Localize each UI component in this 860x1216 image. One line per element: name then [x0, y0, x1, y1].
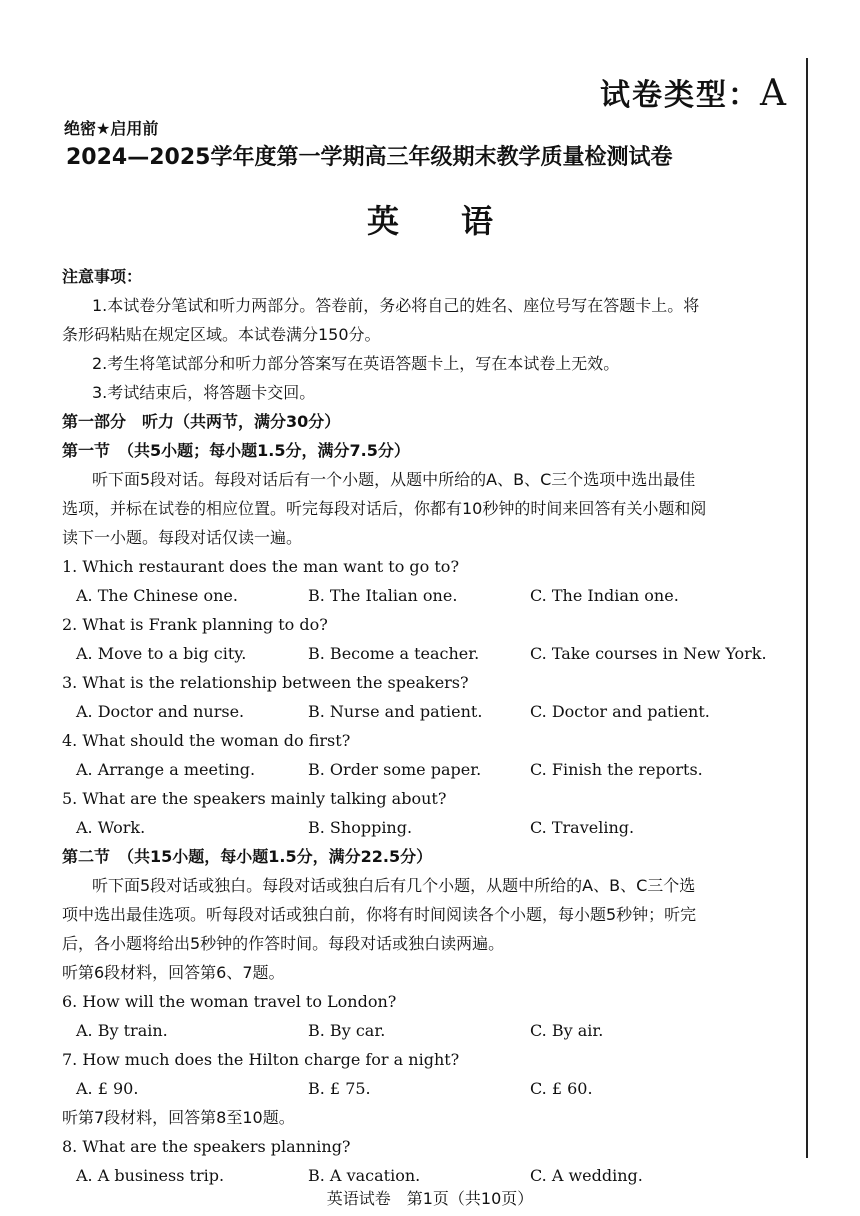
- confidential-mark: 绝密★启用前: [64, 119, 159, 138]
- material-6-prompt: 听第6段材料，回答第6、7题。: [62, 963, 285, 982]
- option-b: B. A vacation.: [308, 1166, 421, 1185]
- section1-instructions-1: 听下面5段对话。每段对话后有一个小题，从题中所给的A、B、C三个选项中选出最佳: [92, 470, 696, 489]
- question-4: 4. What should the woman do first?: [62, 731, 351, 750]
- option-c: C. £ 60.: [530, 1079, 593, 1098]
- option-c: C. Traveling.: [530, 818, 635, 837]
- option-b: B. Become a teacher.: [308, 644, 480, 663]
- notice-item-3: 3.考试结束后，将答题卡交回。: [92, 383, 316, 402]
- question-5: 5. What are the speakers mainly talking about?: [62, 789, 447, 808]
- question-4-options: [62, 755, 802, 784]
- question-3-options: [62, 697, 802, 726]
- option-c: C. By air.: [530, 1021, 604, 1040]
- option-a: A. Arrange a meeting.: [76, 760, 256, 779]
- section2-heading: 第二节 （共15小题，每小题1.5分，满分22.5分）: [62, 847, 433, 866]
- option-a: A. The Chinese one.: [76, 586, 238, 605]
- option-a: A. Doctor and nurse.: [76, 702, 245, 721]
- exam-title: 2024—2025学年度第一学期高三年级期末教学质量检测试卷: [66, 145, 673, 170]
- question-1-options: [62, 581, 802, 610]
- question-6: 6. How will the woman travel to London?: [62, 992, 397, 1011]
- section1-heading: 第一节 （共5小题；每小题1.5分，满分7.5分）: [62, 441, 410, 460]
- option-b: B. Order some paper.: [308, 760, 482, 779]
- option-c: C. Doctor and patient.: [530, 702, 710, 721]
- question-2-options: [62, 639, 802, 668]
- option-b: B. £ 75.: [308, 1079, 371, 1098]
- section2-instructions-1: 听下面5段对话或独白。每段对话或独白后有几个小题，从题中所给的A、B、C三个选: [92, 876, 696, 895]
- paper-type-text: 试卷类型：: [600, 78, 760, 113]
- option-b: B. Nurse and patient.: [308, 702, 483, 721]
- option-c: C. Take courses in New York.: [530, 644, 767, 663]
- page-footer: 英语试卷 第1页（共10页）: [326, 1189, 534, 1208]
- question-3: 3. What is the relationship between the speakers?: [62, 673, 469, 692]
- option-b: B. By car.: [308, 1021, 386, 1040]
- question-2: 2. What is Frank planning to do?: [62, 615, 328, 634]
- paper-type-letter: A: [760, 73, 788, 114]
- section1-instructions-3: 读下一小题。每段对话仅读一遍。: [62, 528, 303, 547]
- notice-heading: 注意事项：: [62, 267, 143, 286]
- section1-instructions-2: 选项，并标在试卷的相应位置。听完每段对话后，你都有10秒钟的时间来回答有关小题和阅: [62, 499, 707, 518]
- option-a: A. By train.: [76, 1021, 168, 1040]
- material-7-prompt: 听第7段材料，回答第8至10题。: [62, 1108, 295, 1127]
- question-1: 1. Which restaurant does the man want to go to?: [62, 557, 460, 576]
- part1-heading: 第一部分 听力（共两节，满分30分）: [62, 412, 341, 431]
- subject-title: 英语: [366, 202, 555, 240]
- question-7-options: [62, 1074, 802, 1103]
- option-a: A. A business trip.: [76, 1166, 225, 1185]
- notice-item-2: 2.考生将笔试部分和听力部分答案写在英语答题卡上，写在本试卷上无效。: [92, 354, 620, 373]
- option-a: A. £ 90.: [76, 1079, 139, 1098]
- exam-content: [62, 262, 802, 1190]
- question-6-options: [62, 1016, 802, 1045]
- section2-instructions-2: 项中选出最佳选项。听每段对话或独白前，你将有时间阅读各个小题，每小题5秒钟；听完: [62, 905, 697, 924]
- notice-item-1-cont: 条形码粘贴在规定区域。本试卷满分150分。: [62, 325, 381, 344]
- option-b: B. Shopping.: [308, 818, 413, 837]
- option-a: A. Work.: [76, 818, 146, 837]
- section2-instructions-3: 后，各小题将给出5秒钟的作答时间。每段对话或独白读两遍。: [62, 934, 505, 953]
- option-c: C. A wedding.: [530, 1166, 643, 1185]
- question-5-options: [62, 813, 802, 842]
- option-a: A. Move to a big city.: [76, 644, 247, 663]
- option-c: C. Finish the reports.: [530, 760, 703, 779]
- option-c: C. The Indian one.: [530, 586, 679, 605]
- notice-item-1: 1.本试卷分笔试和听力两部分。答卷前，务必将自己的姓名、座位号写在答题卡上。将: [92, 296, 700, 315]
- question-7: 7. How much does the Hilton charge for a night?: [62, 1050, 460, 1069]
- question-8: 8. What are the speakers planning?: [62, 1137, 351, 1156]
- option-b: B. The Italian one.: [308, 586, 458, 605]
- paper-type-label: [600, 70, 788, 114]
